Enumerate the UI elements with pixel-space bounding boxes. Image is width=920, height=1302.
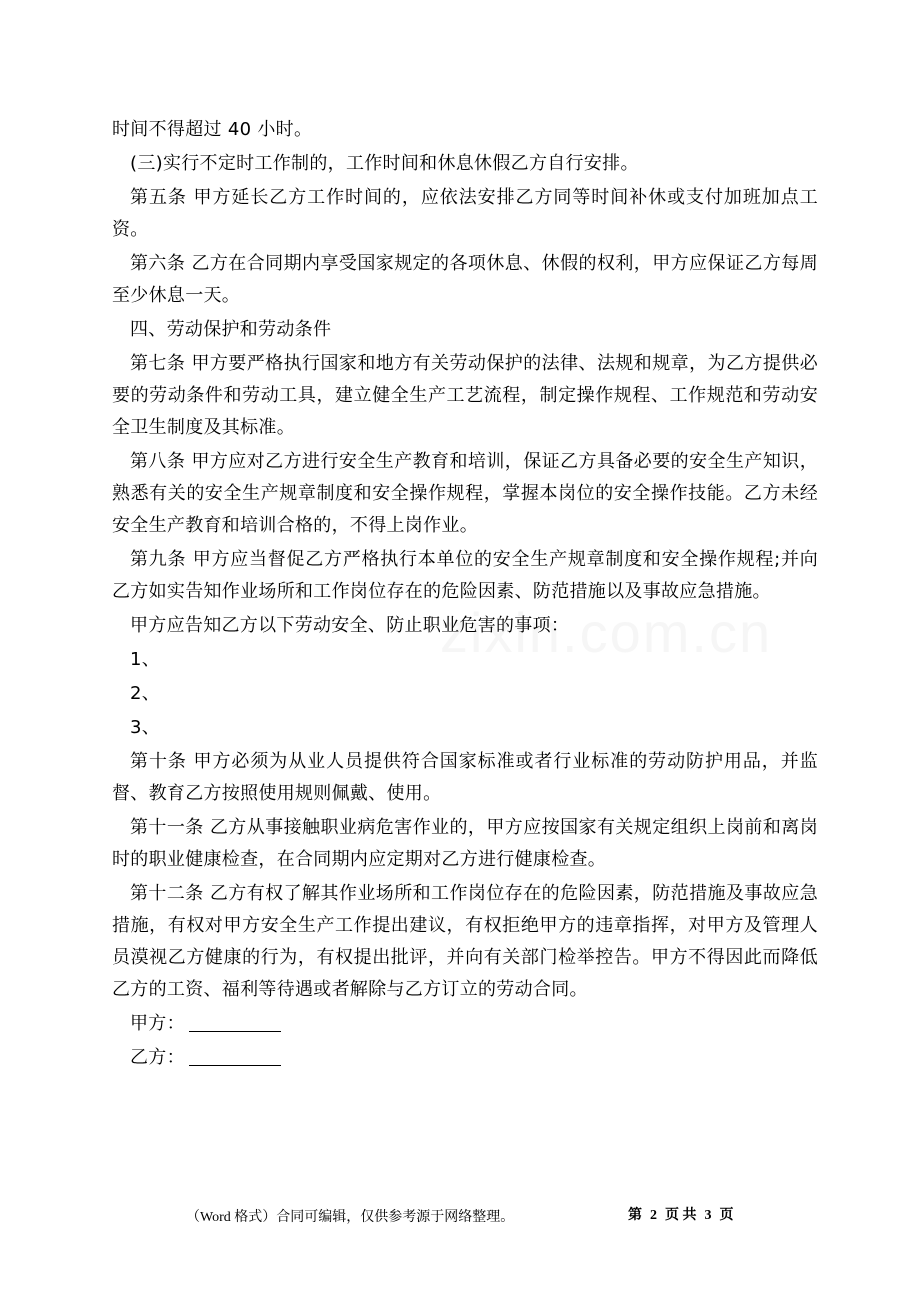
- list-item: 1、: [130, 649, 161, 670]
- footer-note: （Word 格式）合同可编辑，仅供参考源于网络整理。: [186, 1210, 515, 1225]
- paragraph-article-8: 第八条 甲方应对乙方进行安全生产教育和培训，保证乙方具备必要的安全生产知识，熟悉有关的安全生产规章制度和安全操作规程，掌握本岗位的安全操作技能。乙方未经安全生产教育和培训合格的，不得上岗作业。: [112, 451, 818, 536]
- page-suffix: 页: [719, 1208, 734, 1223]
- party-a-signature-blank: [189, 1013, 281, 1032]
- party-a-label: 甲方：: [130, 1013, 185, 1034]
- paragraph-article-7: 第七条 甲方要严格执行国家和地方有关劳动保护的法律、法规和规章，为乙方提供必要的劳动条件和劳动工具，建立健全生产工艺流程，制定操作规程、工作规范和劳动安全卫生制度及其标准。: [112, 353, 818, 438]
- paragraph-article-12: 第十二条 乙方有权了解其作业场所和工作岗位存在的危险因素，防范措施及事故应急措施，有权对甲方安全生产工作提出建议，有权拒绝甲方的违章指挥，对甲方及管理人员漠视乙方健康的行为，有权提出批评，并向有关部门检举控告。甲方不得因此而降低乙方的工资、福利等待遇或者解除与乙方订立的劳动合同。: [112, 883, 818, 1000]
- paragraph: 时间不得超过 40 小时。: [112, 119, 313, 140]
- paragraph-article-11: 第十一条 乙方从事接触职业病危害作业的，甲方应按国家有关规定组织上岗前和离岗时的职业健康检查，在合同期内应定期对乙方进行健康检查。: [112, 817, 818, 870]
- list-item: 2、: [130, 683, 161, 704]
- paragraph-article-6: 第六条 乙方在合同期内享受国家规定的各项休息、休假的权利，甲方应保证乙方每周至少休息一天。: [112, 253, 818, 306]
- page-current: 2: [650, 1208, 657, 1223]
- signature-party-b: [112, 1042, 818, 1074]
- watermark: zixin.com.cn: [440, 601, 773, 664]
- section-heading: 四、劳动保护和劳动条件: [130, 319, 332, 340]
- paragraph: 甲方应告知乙方以下劳动安全、防止职业危害的事项：: [130, 615, 570, 636]
- party-b-signature-blank: [189, 1047, 281, 1066]
- page-number: [624, 1204, 738, 1224]
- party-b-label: 乙方：: [130, 1047, 185, 1068]
- list-item: 3、: [130, 717, 161, 738]
- document-body: [112, 114, 818, 1076]
- paragraph-article-5: 第五条 甲方延长乙方工作时间的，应依法安排乙方同等时间补休或支付加班加点工资。: [112, 187, 818, 240]
- page-mid: 页 共: [665, 1208, 697, 1223]
- paragraph-article-9: 第九条 甲方应当督促乙方严格执行本单位的安全生产规章制度和安全操作规程;并向乙方如实告知作业场所和工作岗位存在的危险因素、防范措施以及事故应急措施。: [112, 549, 818, 602]
- paragraph: (三)实行不定时工作制的，工作时间和休息休假乙方自行安排。: [130, 153, 639, 174]
- signature-party-a: [112, 1008, 818, 1040]
- page-prefix: 第: [628, 1208, 642, 1223]
- paragraph-article-10: 第十条 甲方必须为从业人员提供符合国家标准或者行业标准的劳动防护用品，并监督、教育乙方按照使用规则佩戴、使用。: [112, 751, 818, 804]
- page-total: 3: [704, 1208, 712, 1223]
